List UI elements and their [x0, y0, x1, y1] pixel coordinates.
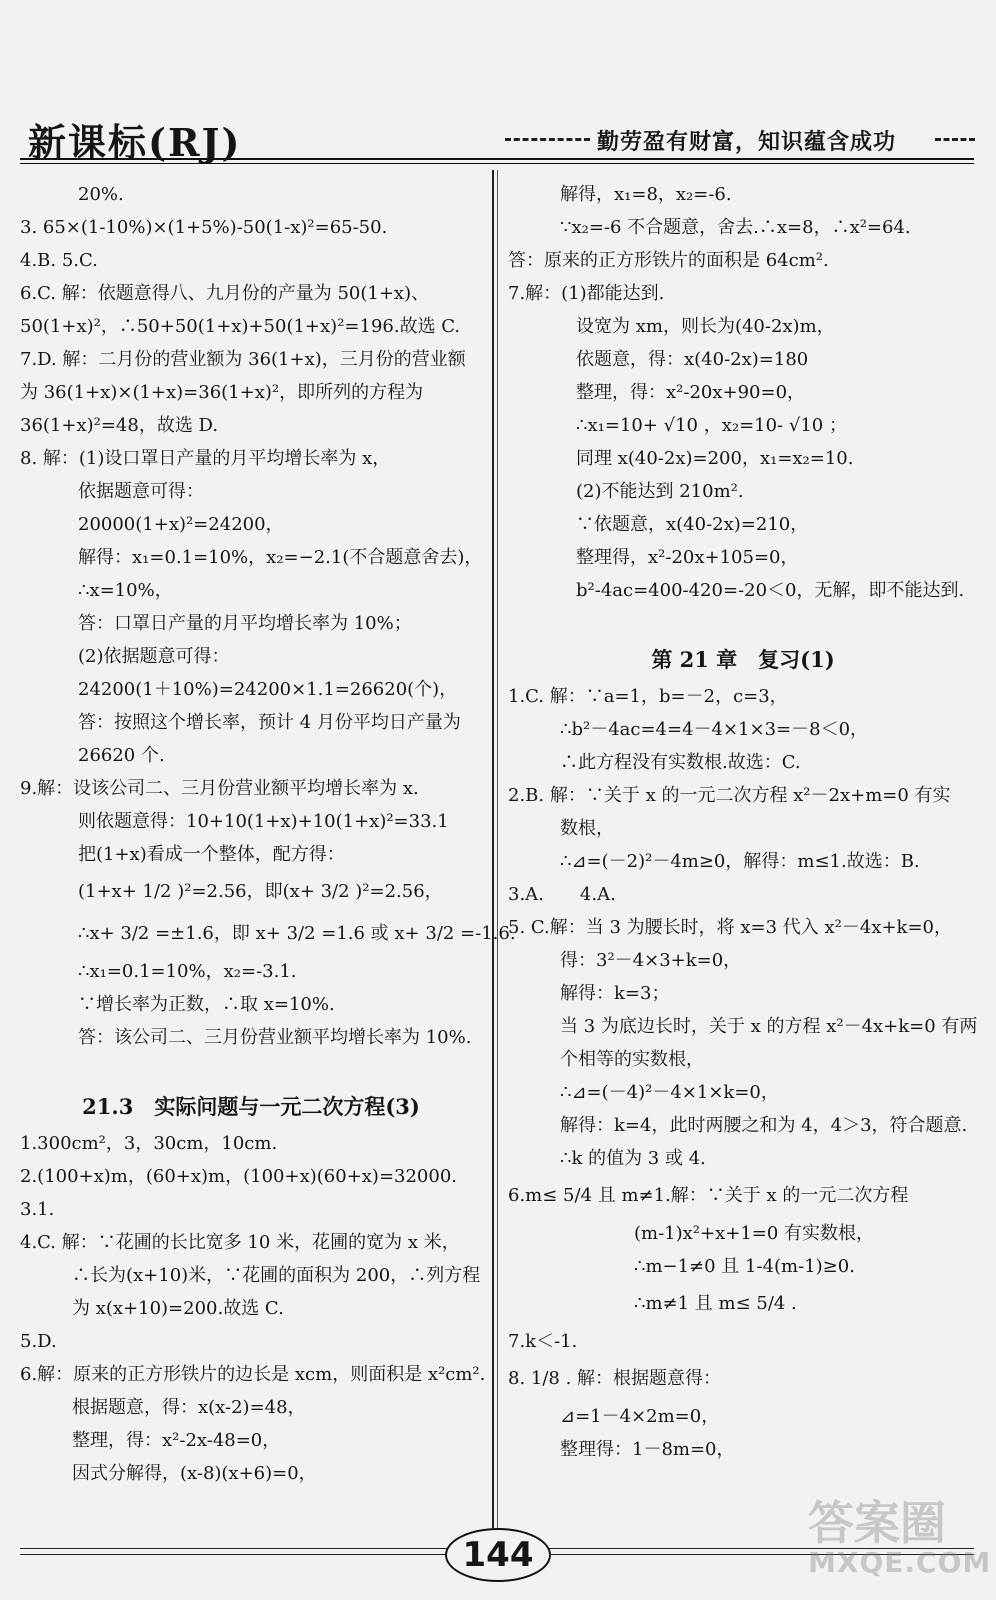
right-text-line: ∵依题意，x(40-2x)=210， [576, 514, 809, 535]
left-text-line: ∴x=10%， [78, 580, 173, 601]
right-text-line: 设宽为 xm，则长为(40-2x)m， [576, 316, 835, 337]
right-text-line: ∴k 的值为 3 或 4. [560, 1148, 706, 1169]
left-text-line: 20%. [78, 184, 124, 205]
right-text-line: 当 3 为底边长时，关于 x 的方程 x²－4x+k=0 有两 [560, 1016, 978, 1037]
column-divider [492, 170, 494, 1528]
right-text-line: ∴b²－4ac=4=4－4×1×3=－8＜0， [560, 719, 869, 740]
left-text-line: 3. 65×(1-10%)×(1+5%)-50(1-x)²=65-50. [20, 217, 388, 238]
left-text-line: 4.B. 5.C. [20, 250, 98, 271]
section-title: 第 21 章 复习(1) [651, 647, 835, 672]
left-text-line [20, 1054, 482, 1087]
right-text-line: 6.m≤ 5/4 且 m≠1.解：∵关于 x 的一元二次方程 [508, 1185, 909, 1206]
right-text-line: 2.B. 解：∵关于 x 的一元二次方程 x²－2x+m=0 有实 [508, 785, 951, 806]
left-text-line: 答：该公司二、三月份营业额平均增长率为 10%. [78, 1027, 472, 1048]
right-text-line: ∴⊿=(－4)²－4×1×k=0， [560, 1082, 779, 1103]
right-text-line: 解得，x₁=8，x₂=-6. [560, 184, 732, 205]
page-number: 144 [445, 1528, 551, 1582]
right-text-line: 数根， [560, 818, 614, 839]
left-text-line: 26620 个. [78, 745, 165, 766]
right-text-line: 得：3²－4×3+k=0， [560, 950, 742, 971]
left-text-line: 4.C. 解：∵花圃的长比宽多 10 米，花圃的宽为 x 米， [20, 1232, 460, 1253]
left-text-line: 6.解：原来的正方形铁片的边长是 xcm，则面积是 x²cm². [20, 1364, 486, 1385]
left-text-line: 6.C. 解：依题意得八、九月份的产量为 50(1+x)、 [20, 283, 430, 304]
right-text-line: 答：原来的正方形铁片的面积是 64cm². [508, 250, 829, 271]
left-text-line: 24200(1＋10%)=24200×1.1=26620(个)， [78, 679, 458, 700]
right-text-line: ∴此方程没有实数根.故选：C. [560, 752, 801, 773]
right-text-line: 解得：k=3； [560, 983, 670, 1004]
left-column [20, 178, 516, 1490]
right-text-line: ∴⊿=(－2)²－4m≥0，解得：m≤1.故选：B. [560, 851, 920, 872]
header-rule-thin [20, 163, 974, 164]
right-text-line: ∵x₂=-6 不合题意，舍去.∴x=8，∴x²=64. [560, 217, 911, 238]
left-text-line: ∴x+ 3/2 =±1.6，即 x+ 3/2 =1.6 或 x+ 3/2 =-1.6. [78, 923, 516, 944]
right-text-line: 7.k＜-1. [508, 1331, 578, 1352]
left-text-line: 整理，得：x²-2x-48=0， [72, 1430, 281, 1451]
right-text-line: 3.A. 4.A. [508, 884, 616, 905]
left-text-line: (1+x+ 1/2 )²=2.56，即(x+ 3/2 )²=2.56， [78, 881, 443, 902]
right-text-line: 整理得，x²-20x+105=0， [576, 547, 799, 568]
section-title: 21.3 实际问题与一元二次方程(3) [82, 1094, 420, 1119]
watermark-logo [808, 1498, 991, 1578]
left-text-line: 根据题意，得：x(x-2)=48， [72, 1397, 306, 1418]
left-text-line: 因式分解得，(x-8)(x+6)=0， [72, 1463, 317, 1484]
right-text-line: 整理，得：x²-20x+90=0， [576, 382, 806, 403]
left-text-line: 1.300cm²，3，30cm，10cm. [20, 1133, 278, 1154]
header-title: 新课标(RJ) [28, 120, 242, 165]
right-text-line: ∴m−1≠0 且 1-4(m-1)≥0. [634, 1256, 855, 1277]
right-text-line: 个相等的实数根， [560, 1049, 704, 1070]
left-text-line: 则依题意得：10+10(1+x)+10(1+x)²=33.1 [78, 811, 449, 832]
left-text-line: 3.1. [20, 1199, 55, 1220]
left-text-line: 9.解：设该公司二、三月份营业额平均增长率为 x. [20, 778, 419, 799]
left-text-line: 5.D. [20, 1331, 57, 1352]
watermark-url: MXQE.COM [808, 1546, 992, 1579]
right-text-line [508, 607, 978, 640]
left-text-line: 答：按照这个增长率，预计 4 月份平均日产量为 [78, 712, 461, 733]
right-text-line: 同理 x(40-2x)=200，x₁=x₂=10. [576, 448, 854, 469]
left-text-line: 答：口罩日产量的月平均增长率为 10%； [78, 613, 412, 634]
left-text-line: 36(1+x)²=48，故选 D. [20, 415, 219, 436]
right-text-line: 1.C. 解：∵a=1，b=－2，c=3， [508, 686, 788, 707]
right-text-line: b²-4ac=400-420=-20＜0，无解，即不能达到. [576, 580, 965, 601]
right-text-line: ⊿=1－4×2m=0， [560, 1406, 720, 1427]
left-text-line: 20000(1+x)²=24200， [78, 514, 284, 535]
left-text-line: (2)依据题意可得： [78, 646, 230, 667]
left-text-line: 依据题意可得： [78, 481, 204, 502]
right-text-line: 5. C.解：当 3 为腰长时，将 x=3 代入 x²－4x+k=0， [508, 917, 952, 938]
left-text-line: 为 36(1+x)×(1+x)=36(1+x)²，即所列的方程为 [20, 382, 424, 403]
right-text-line: (2)不能达到 210m². [576, 481, 744, 502]
watermark-text: 答案圈 [808, 1496, 946, 1550]
left-text-line: 8. 解：(1)设口罩日产量的月平均增长率为 x， [20, 448, 391, 469]
right-text-line: 整理得：1－8m=0， [560, 1439, 735, 1460]
right-text-line: ∴m≠1 且 m≤ 5/4 . [634, 1293, 797, 1314]
left-text-line: ∴x₁=0.1=10%，x₂=-3.1. [78, 961, 297, 982]
left-text-line: 50(1+x)²，∴50+50(1+x)+50(1+x)²=196.故选 C. [20, 316, 461, 337]
right-text-line: (m-1)x²+x+1=0 有实数根， [634, 1223, 875, 1244]
header-motto: 勤劳盈有财富，知识蕴含成功 [597, 129, 897, 155]
header-dashes-right [935, 138, 975, 141]
header-rule [20, 158, 974, 160]
right-text-line: 依题意，得：x(40-2x)=180 [576, 349, 809, 370]
right-text-line: 8. 1/8 . 解：根据题意得： [508, 1368, 722, 1389]
left-text-line: 把(1+x)看成一个整体，配方得： [78, 844, 345, 865]
right-text-line: ∴x₁=10+ √10 ，x₂=10- √10 ； [576, 415, 847, 436]
left-text-line: 7.D. 解：二月份的营业额为 36(1+x)，三月份的营业额 [20, 349, 466, 370]
right-text-line: 7.解：(1)都能达到. [508, 283, 665, 304]
left-text-line: ∵增长率为正数，∴取 x=10%. [78, 994, 335, 1015]
left-text-line: ∴长为(x+10)米，∵花圃的面积为 200，∴列方程 [72, 1265, 481, 1286]
left-text-line: 2.(100+x)m，(60+x)m，(100+x)(60+x)=32000. [20, 1166, 458, 1187]
column-divider-thin [497, 170, 498, 1528]
left-text-line: 为 x(x+10)=200.故选 C. [72, 1298, 284, 1319]
right-text-line: 解得：k=4，此时两腰之和为 4，4＞3，符合题意. [560, 1115, 968, 1136]
left-text-line: 解得：x₁=0.1=10%，x₂=−2.1(不合题意舍去)， [78, 547, 483, 568]
right-column [508, 178, 978, 1466]
header-dashes-left [505, 138, 590, 141]
